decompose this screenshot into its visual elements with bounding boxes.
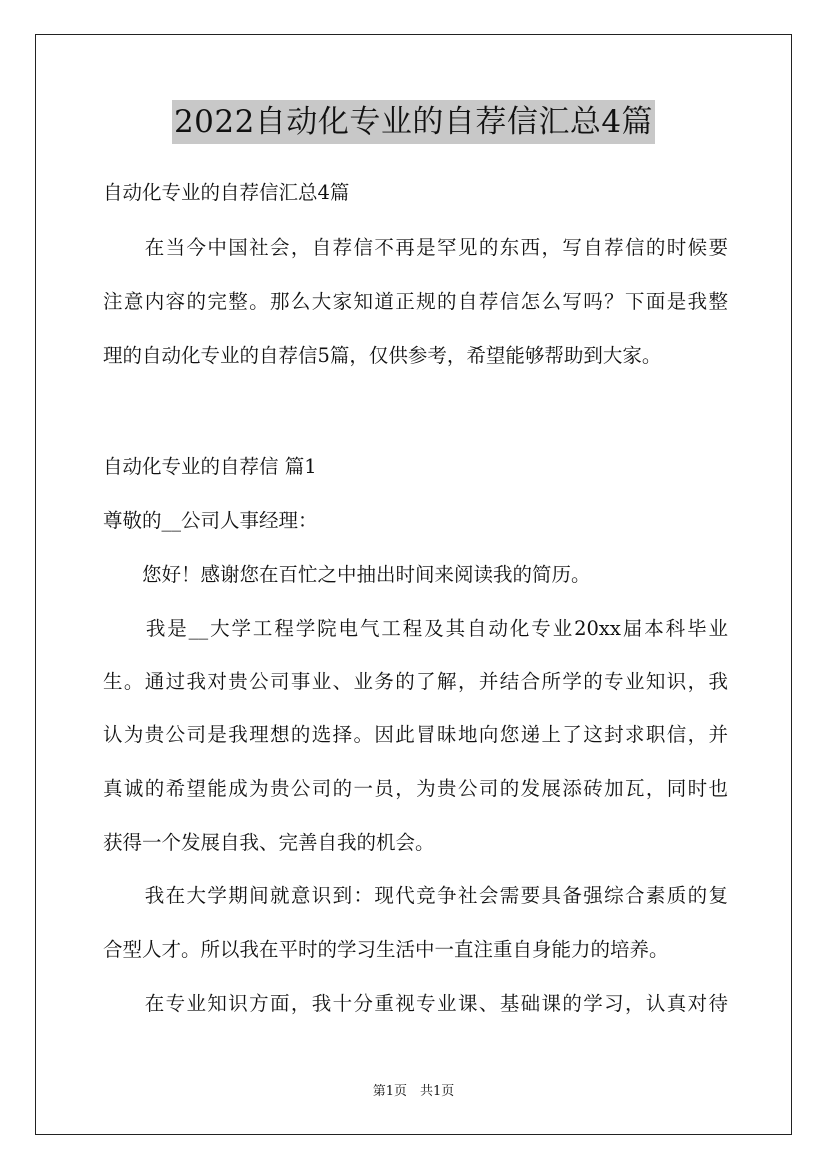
document-title	[0, 100, 827, 144]
para1-line-4: 真诚的希望能成为贵公司的一员，为贵公司的发展添砖加瓦，同时也	[103, 777, 728, 800]
document-title-text: 2022自动化专业的自荐信汇总4篇	[172, 100, 655, 144]
intro-line-3: 理的自动化专业的自荐信5篇，仅供参考，希望能够帮助到大家。	[103, 344, 662, 367]
section-heading: 自动化专业的自荐信 篇1	[103, 455, 317, 478]
para1-line-1: 我是__大学工程学院电气工程及其自动化专业20xx届本科毕业	[103, 617, 728, 640]
document-subtitle: 自动化专业的自荐信汇总4篇	[103, 181, 350, 204]
para3-line-1: 在专业知识方面，我十分重视专业课、基础课的学习，认真对待	[103, 992, 728, 1015]
salutation: 尊敬的__公司人事经理：	[103, 509, 318, 532]
para1-line-5: 获得一个发展自我、完善自我的机会。	[103, 831, 435, 854]
intro-line-2: 注意内容的完整。那么大家知道正规的自荐信怎么写吗？下面是我整	[103, 290, 728, 313]
para1-line-2: 生。通过我对贵公司事业、业务的了解，并结合所学的专业知识，我	[103, 670, 728, 693]
intro-line-1: 在当今中国社会，自荐信不再是罕见的东西，写自荐信的时候要	[103, 236, 728, 259]
para2-line-1: 我在大学期间就意识到：现代竞争社会需要具备强综合素质的复	[103, 884, 728, 907]
para1-line-3: 认为贵公司是我理想的选择。因此冒昧地向您递上了这封求职信，并	[103, 723, 728, 746]
page-footer: 第1页 共1页	[372, 1084, 455, 1099]
greeting: 您好！感谢您在百忙之中抽出时间来阅读我的简历。	[103, 563, 591, 586]
para2-line-2: 合型人才。所以我在平时的学习生活中一直注重自身能力的培养。	[103, 938, 669, 961]
